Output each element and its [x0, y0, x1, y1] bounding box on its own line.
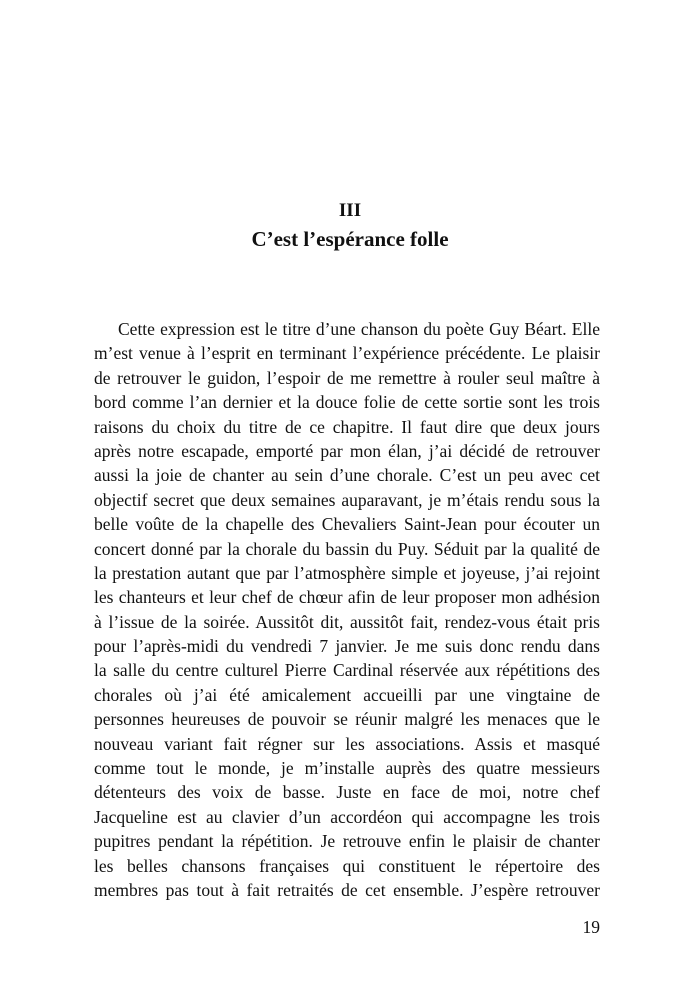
text-line: personnes heureuses de pouvoir se réunir malgré les menaces que le	[94, 709, 600, 730]
text-line: pupitres pendant la répétition. Je retrouve enfin le plaisir de chanter	[94, 831, 600, 852]
text-line: m’est venue à l’esprit en terminant l’expérience précédente. Le plaisir	[94, 343, 600, 364]
text-line: chorales où j’ai été amicalement accueilli par une vingtaine de	[94, 684, 600, 705]
text-line: la salle du centre culturel Pierre Cardinal réservée aux répétitions des	[94, 660, 600, 681]
text-line: membres pas tout à fait retraités de cet ensemble. J’espère retrouver	[94, 879, 600, 900]
text-line: la prestation autant que par l’atmosphère simple et joyeuse, j’ai rejoint	[94, 562, 600, 583]
text-line: les belles chansons françaises qui constituent le répertoire des	[94, 855, 600, 876]
text-line: nouveau variant fait régner sur les associations. Assis et masqué	[94, 733, 600, 754]
text-line: pour l’après-midi du vendredi 7 janvier. Je me suis donc rendu dans	[94, 636, 600, 657]
chapter-heading	[0, 198, 700, 254]
text-line: comme tout le monde, je m’installe auprès des quatre messieurs	[94, 758, 600, 779]
text-line: détenteurs des voix de basse. Juste en face de moi, notre chef	[94, 782, 600, 803]
text-line: bord comme l’an dernier et la douce folie de cette sortie sont les trois	[94, 392, 600, 413]
text-line: à l’issue de la soirée. Aussitôt dit, aussitôt fait, rendez-vous était pris	[94, 611, 600, 632]
body-text	[94, 317, 600, 902]
text-line: concert donné par la chorale du bassin du Puy. Séduit par la qualité de	[94, 538, 600, 559]
chapter-number: III	[338, 200, 362, 221]
text-line: aussi la joie de chanter au sein d’une chorale. C’est un peu avec cet	[94, 465, 600, 486]
text-line: objectif secret que deux semaines auparavant, je m’étais rendu sous la	[94, 489, 600, 510]
text-line: de retrouver le guidon, l’espoir de me remettre à rouler seul maître à	[94, 367, 600, 388]
text-line: Cette expression est le titre d’une chanson du poète Guy Béart. Elle	[118, 319, 600, 339]
text-line: belle voûte de la chapelle des Chevaliers Saint-Jean pour écouter un	[94, 514, 600, 535]
text-line: après notre escapade, emporté par mon élan, j’ai décidé de retrouver	[94, 440, 600, 461]
text-line: Jacqueline est au clavier d’un accordéon qui accompagne les trois	[94, 806, 600, 827]
chapter-title: C’est l’espérance folle	[251, 227, 449, 251]
page-number: 19	[582, 917, 600, 937]
text-line: raisons du choix du titre de ce chapitre. Il faut dire que deux jours	[94, 416, 600, 437]
text-line: les chanteurs et leur chef de chœur afin de leur proposer mon adhésion	[94, 587, 600, 608]
